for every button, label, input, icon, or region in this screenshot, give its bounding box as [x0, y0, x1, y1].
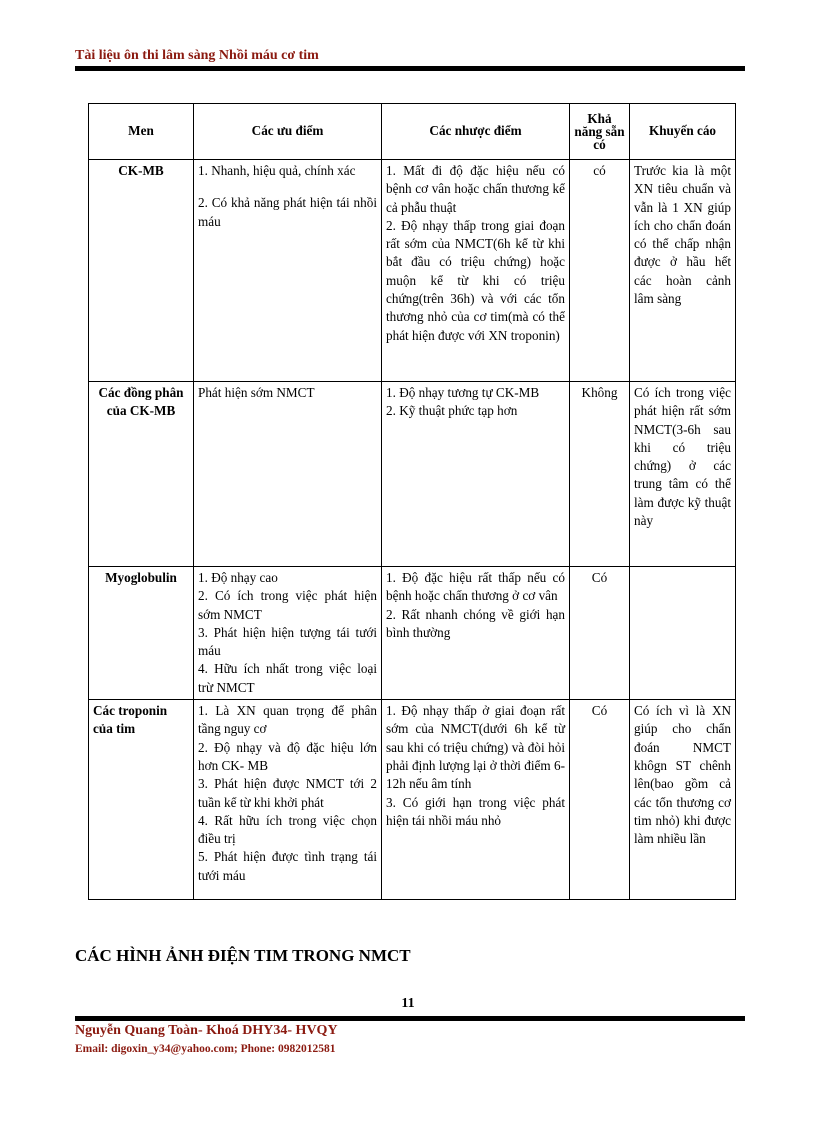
row-availability: Có — [570, 700, 630, 900]
header-recommendation: Khuyến cáo — [630, 104, 736, 160]
row-disadvantages — [382, 700, 570, 900]
disadvantage-item: 1. Độ nhạy thấp ở giai đoạn rất sớm của NMCT(dưới 6h kể từ sau khi có triệu chứng) và đòi hỏi phải định lượng lại ở thời điểm 6-12h nếu âm tính — [386, 703, 565, 792]
advantage-item: 1. Độ nhạy cao — [198, 570, 278, 585]
disadvantage-item: 2. Độ nhạy thấp trong giai đoạn rất sớm của NMCT(6h kể từ khi bắt đầu có triệu chứng) hoặc muộn kể từ khi có triệu chứng(trên 36h) và với các tổn thương nhỏ của cơ tim(mà có thể phát hiện được với XN troponin) — [386, 217, 565, 343]
row-availability: Có — [570, 567, 630, 700]
row-recommendation: Có ích vì là XN giúp cho chẩn đoán NMCT khôgn ST chênh lên(bao gồm cả các tổn thương cơ tim nhỏ) khi được làm nhiều lần — [630, 700, 736, 900]
row-enzyme: Các troponin của tim — [89, 700, 194, 900]
row-advantages — [194, 382, 382, 567]
header-title: Tài liệu ôn thi lâm sàng Nhồi máu cơ tim — [75, 48, 319, 63]
disadvantage-item: 2. Kỹ thuật phức tạp hơn — [386, 403, 518, 419]
footer-contact: Email: digoxin_y34@yahoo.com; Phone: 0982012581 — [75, 1043, 336, 1055]
row-advantages — [194, 567, 382, 700]
advantage-item: 3. Phát hiện hiện tượng tái tưới máu — [198, 624, 377, 659]
header-disadvantages: Các nhược điểm — [382, 104, 570, 160]
page-number: 11 — [401, 996, 415, 1011]
row-advantages — [194, 700, 382, 900]
footer-rule — [75, 1016, 745, 1021]
row-availability: Không — [570, 382, 630, 567]
table-row — [89, 700, 736, 900]
advantage-item: 2. Có khả năng phát hiện tái nhồi máu — [198, 195, 377, 229]
disadvantage-item: 1. Độ đặc hiệu rất thấp nếu có bệnh hoặc chấn thương ở cơ vân — [386, 570, 565, 604]
disadvantage-item: 2. Rất nhanh chóng về giới hạn bình thường — [386, 606, 565, 640]
table-row — [89, 160, 736, 382]
footer-author: Nguyễn Quang Toàn- Khoá DHY34- HVQY — [75, 1023, 338, 1038]
advantage-item: 4. Hữu ích nhất trong việc loại trừ NMCT — [198, 661, 377, 695]
row-enzyme: Các đồng phân của CK-MB — [89, 382, 194, 567]
header-availability: Khả năng sẵn có — [570, 104, 630, 160]
advantage-item: 2. Độ nhạy và độ đặc hiệu lớn hơn CK- MB — [198, 739, 377, 773]
header-rule — [75, 66, 745, 71]
advantage-item: 1. Là XN quan trọng để phân tầng nguy cơ — [198, 703, 377, 737]
row-enzyme: CK-MB — [89, 160, 194, 382]
comparison-table — [88, 103, 736, 900]
row-disadvantages — [382, 160, 570, 382]
header-advantages: Các ưu điểm — [194, 104, 382, 160]
advantage-item: 4. Rất hữu ích trong việc chọn điều trị — [198, 812, 377, 847]
row-availability: có — [570, 160, 630, 382]
disadvantage-item: 1. Độ nhạy tương tự CK-MB — [386, 385, 540, 400]
row-disadvantages — [382, 382, 570, 567]
advantage-item: 5. Phát hiện được tình trạng tái tưới máu — [198, 849, 377, 883]
advantage-item: 1. Nhanh, hiệu quả, chính xác — [198, 163, 356, 178]
row-enzyme: Myoglobulin — [89, 567, 194, 700]
table-header-row — [89, 104, 736, 160]
header-enzyme: Men — [89, 104, 194, 160]
advantage-item: 3. Phát hiện được NMCT tới 2 tuần kể từ khi khởi phát — [198, 776, 377, 810]
row-advantages — [194, 160, 382, 382]
table-row — [89, 567, 736, 700]
row-disadvantages — [382, 567, 570, 700]
table-row — [89, 382, 736, 567]
disadvantage-item: 3. Có giới hạn trong việc phát hiện tái nhồi máu nhỏ — [386, 794, 565, 828]
section-title: CÁC HÌNH ẢNH ĐIỆN TIM TRONG NMCT — [75, 946, 411, 965]
row-recommendation: Có ích trong việc phát hiện rất sớm NMCT(3-6h sau khi có triệu chứng) ở các trung tâm có thể làm được kỹ thuật này — [630, 382, 736, 567]
advantage-item: 2. Có ích trong việc phát hiện sớm NMCT — [198, 588, 377, 622]
advantage-item: Phát hiện sớm NMCT — [198, 385, 315, 400]
row-recommendation: Trước kia là một XN tiêu chuẩn và vẫn là 1 XN giúp ích cho chẩn đoán có thể chấp nhận được ở hầu hết các hoàn cảnh lâm sàng — [630, 160, 736, 382]
disadvantage-item: 1. Mất đi độ đặc hiệu nếu có bệnh cơ vân hoặc chấn thương kể cả phẫu thuật — [386, 163, 565, 215]
row-recommendation — [630, 567, 736, 700]
